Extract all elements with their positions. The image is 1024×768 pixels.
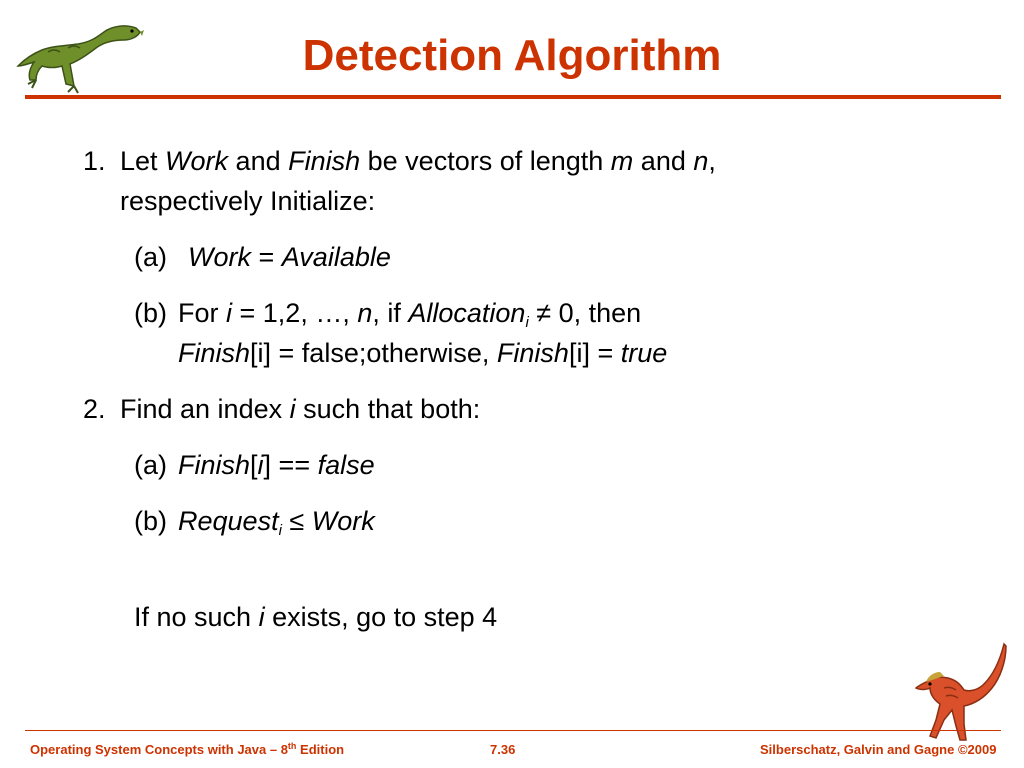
step-2-note: If no such i exists, go to step 4 bbox=[134, 602, 498, 632]
step-1-b-label: (b) bbox=[134, 298, 167, 328]
footer-page-number: 7.36 bbox=[490, 742, 516, 757]
page-title: Detection Algorithm bbox=[302, 31, 722, 80]
footer-book-title: Operating System Concepts with Java – 8th Edition bbox=[30, 741, 345, 757]
step-1-b-line-1: For i = 1,2, …, n, if Allocation$_i$ ≠ 0, then bbox=[178, 298, 642, 331]
step-1-b-line-2: Finish[i] = false;otherwise, Finish[i] = true bbox=[178, 338, 668, 368]
step-2-b-label: (b) bbox=[134, 506, 167, 536]
step-2-a-text: Finish[i] == false bbox=[178, 450, 375, 480]
footer-divider bbox=[25, 730, 1001, 731]
step-2-line-1: Find an index i such that both: bbox=[120, 394, 481, 424]
step-1-a-text: Work = Available bbox=[188, 242, 391, 272]
step-2-a-label: (a) bbox=[134, 450, 167, 480]
step-2-number: 2. bbox=[83, 394, 106, 424]
step-1-a-label: (a) bbox=[134, 242, 167, 272]
red-dinosaur-icon bbox=[908, 640, 1012, 744]
footer-authors: Silberschatz, Galvin and Gagne ©2009 bbox=[760, 742, 997, 757]
step-1-number: 1. bbox=[83, 146, 106, 176]
step-1-line-1: Let Work and Finish be vectors of length m and n, bbox=[120, 146, 716, 176]
step-2-b-text: Request$_i$ ≤ Work bbox=[178, 506, 375, 539]
step-1-line-2: respectively Initialize: bbox=[120, 186, 376, 216]
